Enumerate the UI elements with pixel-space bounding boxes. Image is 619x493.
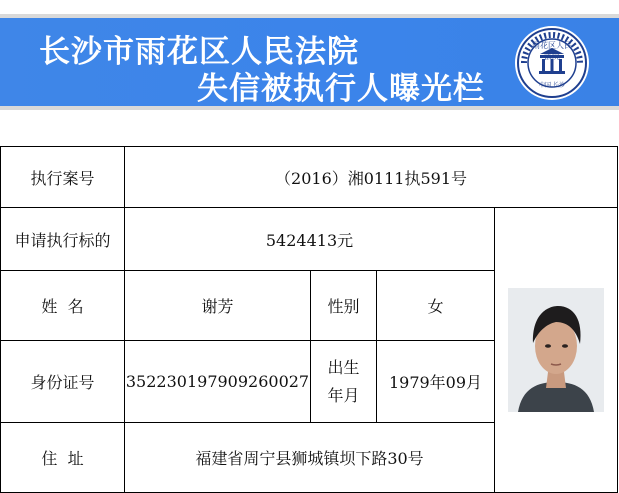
court-emblem-icon: [514, 25, 590, 101]
name-label: 姓 名: [1, 271, 125, 341]
court-name: 长沙市雨花区人民法院: [39, 34, 359, 70]
birth-label: [311, 341, 377, 423]
seal-bottom-text: 中国 长沙: [539, 82, 565, 89]
birth-label-line1: 出生: [327, 357, 360, 377]
gender-value: 女: [377, 271, 495, 341]
seal-text: 雨花区人民法院: [532, 41, 572, 61]
page-subtitle: 失信被执行人曝光栏: [197, 71, 485, 107]
birth-value: 1979年09月: [377, 341, 495, 423]
amount-value: 5424413元: [125, 208, 495, 271]
header-banner: [0, 0, 619, 118]
case-no-label: 执行案号: [1, 147, 125, 208]
table-row: [1, 147, 618, 208]
name-value: 谢芳: [125, 271, 311, 341]
case-no-value: （2016）湘0111执591号: [125, 147, 618, 208]
address-label: 住 址: [1, 423, 125, 493]
table-row: [1, 208, 618, 271]
person-photo-icon: [508, 288, 604, 412]
birth-label-line2: 年月: [327, 385, 360, 405]
photo-cell: [495, 208, 618, 493]
debtor-photo: [508, 288, 604, 412]
amount-label: 申请执行标的: [1, 208, 125, 271]
id-label: 身份证号: [1, 341, 125, 423]
debtor-info-table: [0, 146, 618, 493]
id-value: 352230197909260027: [125, 341, 311, 423]
address-value: 福建省周宁县狮城镇坝下路30号: [125, 423, 495, 493]
gender-label: 性别: [311, 271, 377, 341]
